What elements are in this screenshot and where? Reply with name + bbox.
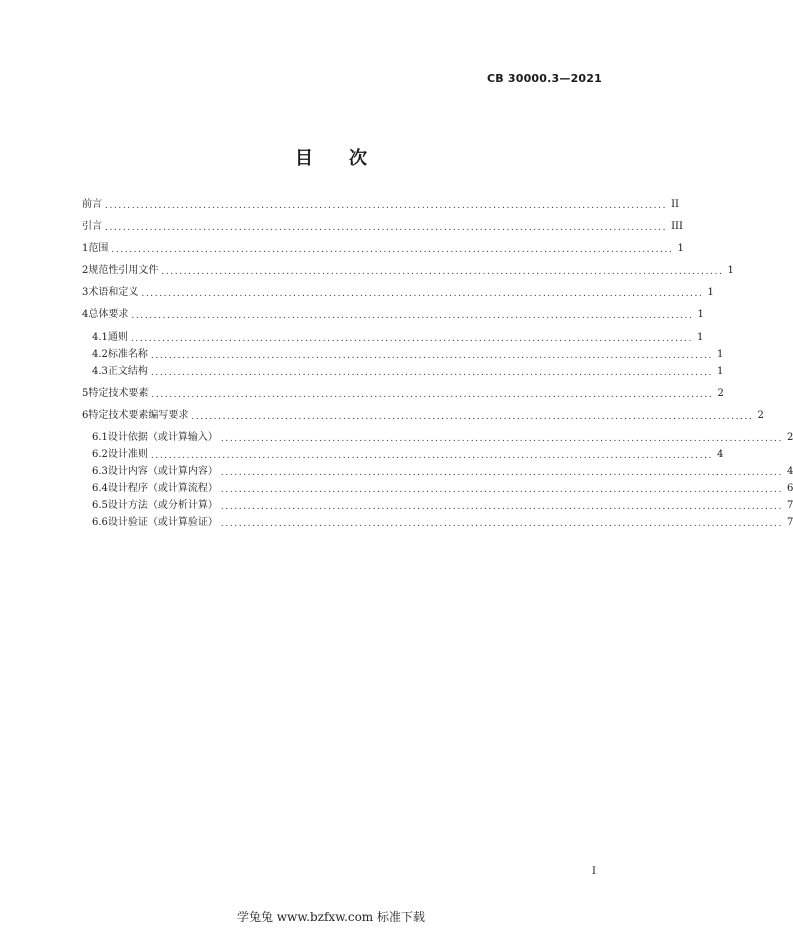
toc-leader: .............................................................................................................................. [220,519,783,529]
toc-page: 4 [786,466,793,477]
toc-number: 2 [82,265,89,276]
toc-entry-5[interactable] [82,387,724,401]
toc-entry-4-2[interactable] [92,348,724,362]
toc-page: 2 [757,410,764,421]
toc-number: 4.3 [92,366,108,377]
toc-leader: .............................................................................................................................. [131,311,694,321]
toc-page: 1 [716,366,724,377]
toc-entry-6-3[interactable] [92,465,793,479]
toc-label: 前言 [82,199,102,210]
toc-leader: .............................................................................................................................. [150,451,713,461]
toc-label: 设计程序（或计算流程） [107,483,218,494]
toc-page: 1 [707,287,714,298]
toc-number: 5 [82,388,89,399]
toc-label: 特定技术要素 [88,388,149,399]
toc-leader: .............................................................................................................................. [151,390,714,400]
toc-entry-1[interactable] [82,242,684,256]
toc-page: 7 [786,500,793,511]
toc-entry-4-1[interactable] [92,331,704,345]
toc-number: 6 [82,410,89,421]
toc-number: 6.2 [92,449,108,460]
toc-leader: .............................................................................................................................. [105,223,668,233]
toc-number: 4.1 [92,332,108,343]
toc-leader: .............................................................................................................................. [220,434,783,444]
toc-page: II [671,199,679,210]
toc-number: 4.2 [92,349,108,360]
toc-entry-2[interactable] [82,264,734,278]
toc-label: 设计方法（或分析计算） [107,500,218,511]
toc-label: 设计内容（或计算内容） [107,466,218,477]
page-title: 目 次 [295,148,367,169]
toc-entry-3[interactable] [82,286,714,300]
toc-entry-6-4[interactable] [92,482,793,496]
page-number: I [592,866,596,877]
toc-page: 1 [696,332,704,343]
toc-page: 2 [786,432,793,443]
toc-leader: .............................................................................................................................. [220,485,783,495]
toc-page: 1 [727,265,734,276]
toc-entry-6-1[interactable] [92,431,793,445]
toc-label: 总体要求 [88,309,129,320]
toc-leader: .............................................................................................................................. [150,368,713,378]
toc-number: 6.1 [92,432,108,443]
toc-page: III [671,221,683,232]
toc-leader: .............................................................................................................................. [191,412,754,422]
toc-number: 3 [82,287,89,298]
toc-label: 设计准则 [107,449,148,460]
toc-number: 6.3 [92,466,108,477]
site-watermark: 学兔兔 www.bzfxw.com 标准下载 [236,910,426,924]
toc-entry-introduction[interactable] [82,220,683,234]
toc-page: 4 [716,449,724,460]
toc-page: 6 [786,483,793,494]
toc-number: 1 [82,243,89,254]
toc-page: 2 [717,388,724,399]
toc-entry-4-3[interactable] [92,365,724,379]
toc-page: 1 [716,349,724,360]
toc-leader: .............................................................................................................................. [150,351,713,361]
toc-number: 4 [82,309,89,320]
toc-number: 6.5 [92,500,108,511]
toc-label: 通则 [107,332,128,343]
toc-page: 1 [677,243,684,254]
toc-leader: .............................................................................................................................. [220,502,783,512]
toc-entry-foreword[interactable] [82,198,679,212]
toc-label: 标准名称 [107,349,148,360]
toc-entry-4[interactable] [82,308,704,322]
toc-label: 特定技术要素编写要求 [88,410,189,421]
toc-leader: .............................................................................................................................. [111,245,674,255]
toc-label: 正文结构 [107,366,148,377]
standard-number: CB 30000.3—2021 [486,72,602,85]
toc-leader: .............................................................................................................................. [161,267,724,277]
toc-number: 6.4 [92,483,108,494]
toc-page: 1 [697,309,704,320]
toc-entry-6-6[interactable] [92,516,793,530]
toc-label: 引言 [82,221,102,232]
toc-entry-6-5[interactable] [92,499,793,513]
toc-label: 范围 [88,243,109,254]
toc-page: 7 [786,517,793,528]
toc-number: 6.6 [92,517,108,528]
toc-entry-6-2[interactable] [92,448,724,462]
toc-leader: .............................................................................................................................. [220,468,783,478]
toc-label: 术语和定义 [88,287,139,298]
toc-leader: .............................................................................................................................. [105,201,668,211]
toc-leader: .............................................................................................................................. [130,334,693,344]
toc-entry-6[interactable] [82,409,764,423]
toc-label: 设计验证（或计算验证） [107,517,218,528]
toc-leader: .............................................................................................................................. [141,289,704,299]
toc-label: 规范性引用文件 [88,265,159,276]
toc-label: 设计依据（或计算输入） [107,432,218,443]
